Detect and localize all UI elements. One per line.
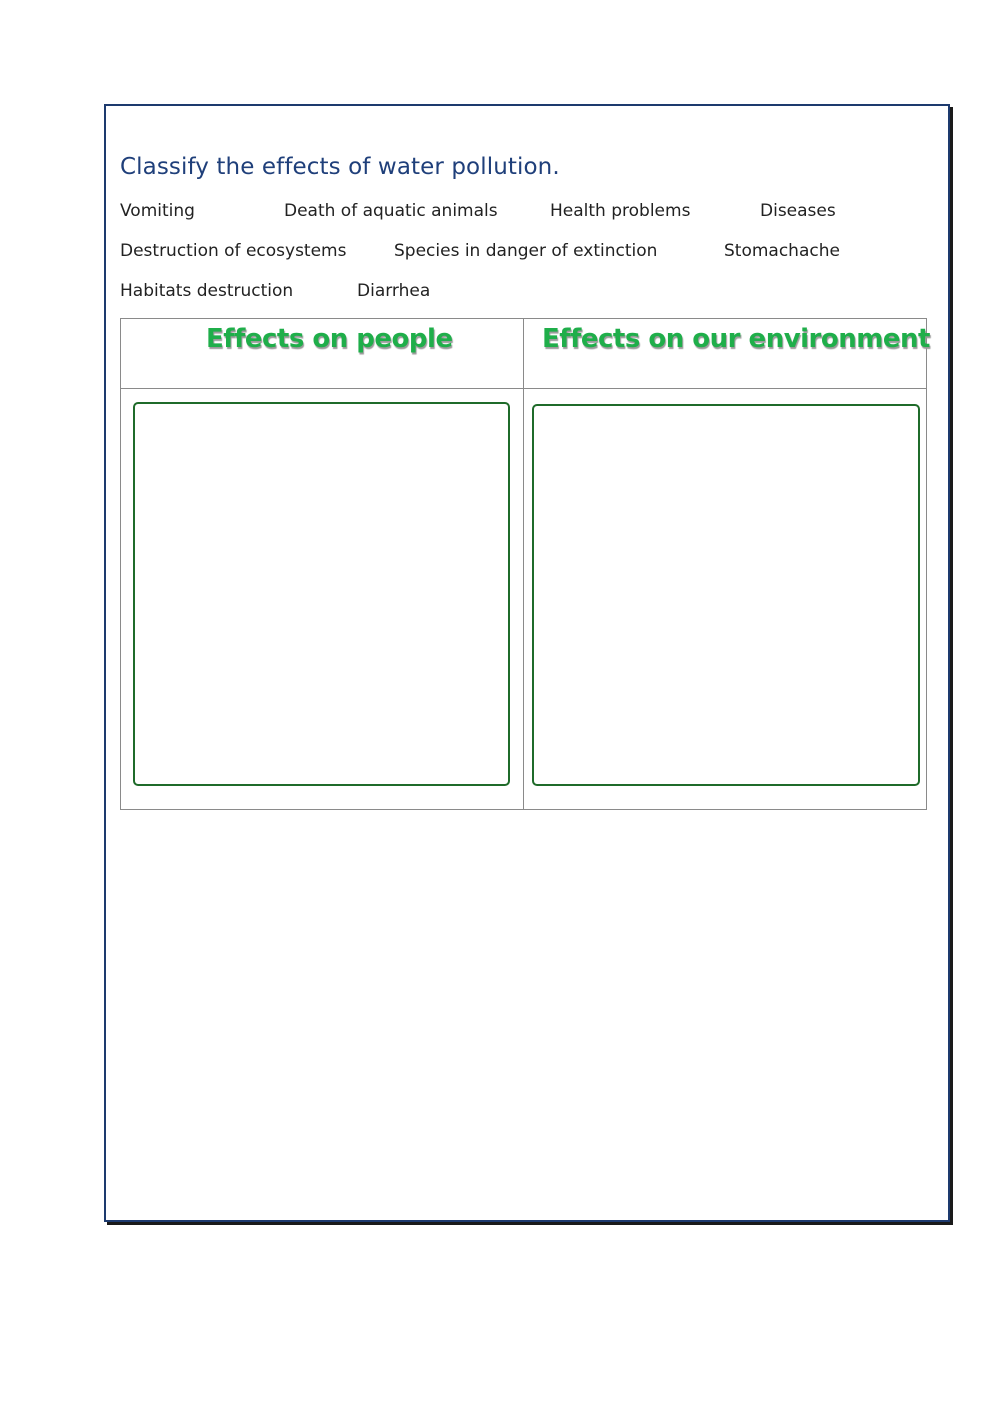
table-column-divider [523, 318, 524, 810]
word-diarrhea[interactable]: Diarrhea [357, 281, 431, 301]
word-death-of-aquatic-animals[interactable]: Death of aquatic animals [284, 201, 498, 221]
drop-zone-people[interactable] [133, 402, 510, 786]
word-health-problems[interactable]: Health problems [550, 201, 691, 221]
word-diseases[interactable]: Diseases [760, 201, 836, 221]
word-stomachache[interactable]: Stomachache [724, 241, 840, 261]
word-destruction-of-ecosystems[interactable]: Destruction of ecosystems [120, 241, 347, 261]
word-species-in-danger[interactable]: Species in danger of extinction [394, 241, 658, 261]
word-habitats-destruction[interactable]: Habitats destruction [120, 281, 294, 301]
drop-zone-environment[interactable] [532, 404, 920, 786]
column-header-people: Effects on people [206, 324, 453, 354]
worksheet-title: Classify the effects of water pollution. [120, 154, 560, 180]
column-header-environment: Effects on our environment [542, 324, 930, 354]
word-vomiting[interactable]: Vomiting [120, 201, 195, 221]
table-header-divider [120, 388, 927, 389]
